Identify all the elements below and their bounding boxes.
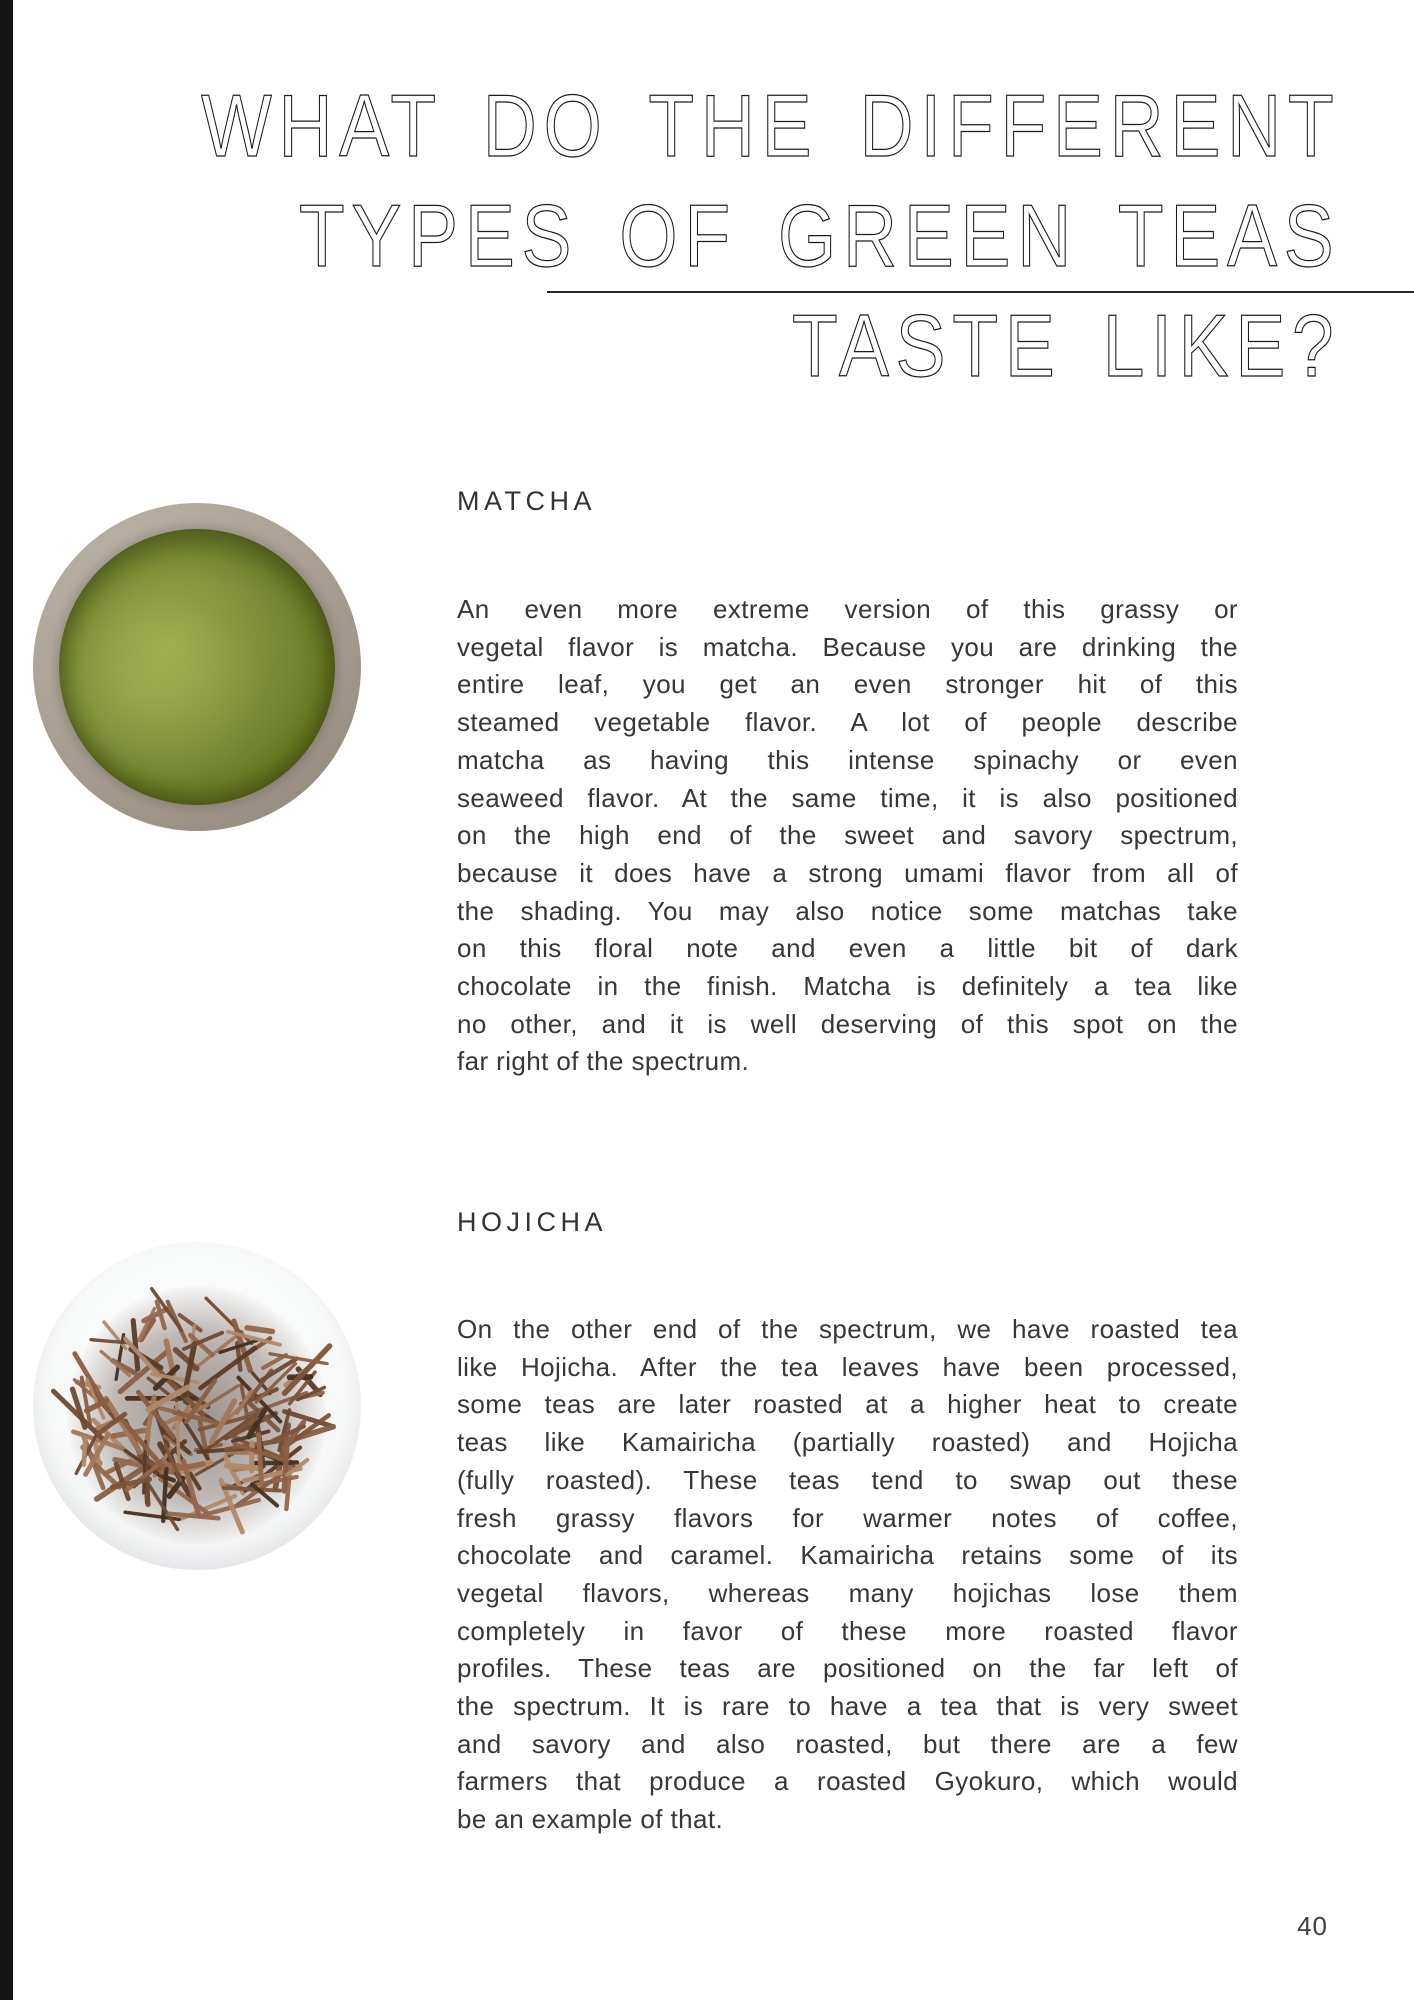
paragraph-line: completely in favor of these more roasted flavor [457,1615,1238,1646]
matcha-bowl-image [33,503,361,831]
paragraph-line: entire leaf, you get an even stronger hit of this [457,669,1238,700]
twig [284,1439,287,1491]
matcha-paragraph [457,591,1238,1081]
matcha-powder [59,529,335,805]
twig [152,1289,182,1331]
section-heading-hojicha: HOJICHA [457,1207,608,1237]
paragraph-line: the shading. You may also notice some matchas take [457,895,1238,926]
paragraph-line: farmers that produce a roasted Gyokuro, which would [457,1766,1238,1797]
hojicha-twigs [33,1242,361,1570]
paragraph-line: vegetal flavors, whereas many hojichas lose them [457,1577,1238,1608]
paragraph-line: chocolate and caramel. Kamairicha retains some of its [457,1540,1238,1571]
page-title-line: WHAT DO THE DIFFERENT [200,76,1340,175]
page-title-line: TASTE LIKE? [791,296,1340,395]
paragraph-line: (fully roasted). These teas tend to swap out these [457,1464,1238,1495]
paragraph-line: far right of the spectrum. [457,1046,750,1077]
paragraph-line: fresh grassy flavors for warmer notes of coffee, [457,1502,1238,1533]
paragraph-line: matcha as having this intense spinachy or even [457,744,1238,775]
twig [227,1466,262,1469]
paragraph-line: on this floral note and even a little bit of dark [457,933,1238,964]
paragraph-line: profiles. These teas are positioned on the far left of [457,1653,1238,1684]
hojicha-plate-image [33,1242,361,1570]
title-underline [547,291,1414,293]
paragraph-line: no other, and it is well deserving of this spot on the [457,1008,1238,1039]
paragraph-line: An even more extreme version of this grassy or [457,594,1238,624]
paragraph-line: seaweed flavor. At the same time, it is also positioned [457,782,1238,813]
twig [180,1315,201,1330]
paragraph-line: chocolate in the finish. Matcha is definitely a tea like [457,971,1238,1002]
twig [101,1351,129,1375]
paragraph-line: some teas are later roasted at a higher heat to create [457,1389,1238,1420]
page-number: 40 [1297,1911,1328,1941]
paragraph-line: teas like Kamairicha (partially roasted) and Hojicha [457,1427,1238,1458]
twig [84,1439,85,1465]
hojicha-paragraph [457,1311,1238,1839]
page-title [201,71,1340,401]
section-heading-matcha: MATCHA [457,486,596,516]
paragraph-line: and savory and also roasted, but there are a few [457,1728,1238,1759]
paragraph-line: steamed vegetable flavor. A lot of people describe [457,707,1238,738]
paragraph-line: On the other end of the spectrum, we have roasted tea [457,1314,1238,1344]
twig [247,1328,272,1332]
paragraph-line: the spectrum. It is rare to have a tea that is very sweet [457,1691,1238,1722]
paragraph-line: be an example of that. [457,1804,724,1835]
twig [259,1434,262,1480]
page-spine-bar [0,0,13,2000]
twig [133,1321,138,1370]
paragraph-line: vegetal flavor is matcha. Because you are drinking the [457,631,1238,662]
paragraph-line: on the high end of the sweet and savory spectrum, [457,820,1238,851]
twig [224,1488,281,1491]
paragraph-line: because it does have a strong umami flavor from all of [457,857,1238,888]
paragraph-line: like Hojicha. After the tea leaves have been processed, [457,1351,1238,1382]
page-title-line: TYPES OF GREEN TEAS [298,186,1340,285]
